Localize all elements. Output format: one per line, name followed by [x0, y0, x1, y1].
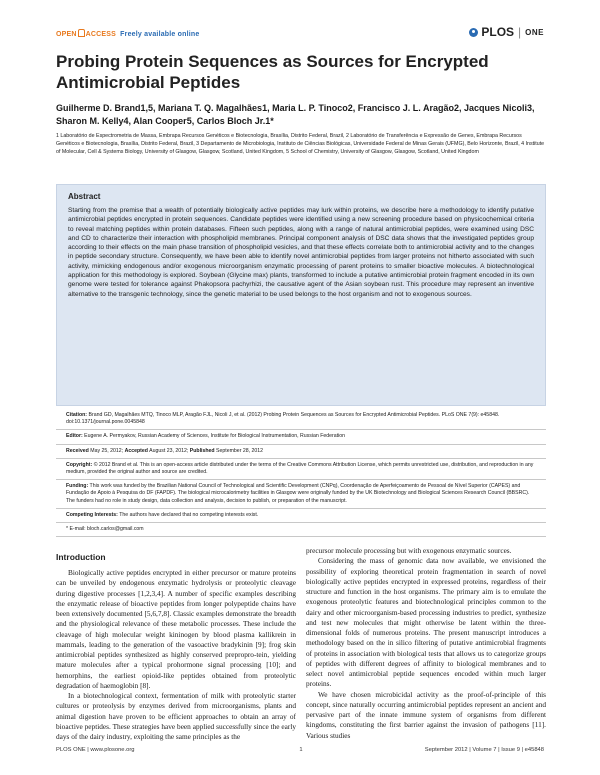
editor-label: Editor:	[66, 433, 83, 440]
author-list: Guilherme D. Brand1,5, Mariana T. Q. Magalhães1, Maria L. P. Tinoco2, Francisco J. L. Aragão2, Jacques Nicoli3, Sharon M. Kelly4, Alan Cooper5, Carlos Bloch Jr.1*	[56, 103, 535, 126]
metadata-panel	[56, 410, 546, 538]
accepted-label: Accepted	[124, 447, 148, 454]
intro-right-column	[306, 546, 546, 741]
meta-divider	[56, 458, 546, 459]
open-access-label: OPEN	[56, 31, 77, 38]
published-label: Published	[189, 447, 215, 454]
affiliations: 1 Laboratório de Espectrometria de Massa, Embrapa Recursos Genéticos e Biotecnologia, Brasília, Distrito Federal, Brazil, 2 Laboratório de Transferência e Expressão de Genes, Embrapa Recursos Genéticos e Biotecnologia, Brasília, Distrito Federal, Brazil, 3 Departamento de Microbiologia, Instituto de Ciências Biológicas, Universidade Federal de Minas Gerais (UFMG), Belo Horizonte, Brazil, 4 Institute of Molecular, Cell & Systems Biology, University of Glasgow, Glasgow, Scotland, United Kingdom, 5 School of Chemistry, University of Glasgow, Glasgow, Scotland, United Kingdom	[56, 133, 545, 155]
page-number: 1	[299, 747, 303, 753]
citation-label: Citation:	[66, 412, 88, 418]
open-lock-icon	[78, 29, 85, 37]
plos-one-logo	[469, 25, 544, 39]
access-label: ACCESS	[85, 31, 117, 38]
meta-divider	[56, 522, 546, 523]
published-date: September 28, 2012	[216, 447, 264, 454]
abstract-text: Starting from the premise that a wealth of potentially biologically active peptides may lurk within proteins, we describe here a methodology to identify putative antimicrobial peptides encrypted in protein sequences. Candidate peptides were identified using a new screening procedure based on physicochemical criteria to reveal matching peptides within protein databases. Fifteen such peptides, along with a range of natural antimicrobial peptides, were examined using DSC and CD to characterize their interaction with phospholipid membranes. Principal component analysis of DSC data shows that the investigated peptides group according to their effects on the main phase transition of phospholipid vesicles, and that these effects correlate both to antimicrobial activity and to the changes in peptide secondary structure. Consequently, we have been able to identify novel antimicrobial peptides from larger proteins not hitherto associated with such activity, mimicking endogenous and/or exogenous microorganism enzymatic processing of parent proteins to smaller bioactive molecules. A biotechnological application for this methodology is explored. Soybean (Glycine max) plants, transformed to include a putative antimicrobial protein fragment encoded in its own genome were tested for tolerance against Phakopsora pachyrhizi, the causative agent of the Asian soybean rust. This procedure may represent an inventive alternative to the transgenic technology, since the genetic material to be used belongs to the host organism and not to exogenous sources.	[68, 207, 534, 298]
funding-text: This work was funded by the Brazilian National Council of Technological and Scientific Development (CNPq), Coordenação de Aperfeiçoamento de Pessoal de Nível Superior (CAPES) and Fundação de Apoio à Pesquisa do DF (FAPDF). The biological microcalorimetry facilities in Glasgow were originally funded by the UK Biotechnology and Biological Sciences Research Council (BBSRC). The funders had no role in study design, data collection and analysis, decision to publish, or preparation of the manuscript.	[66, 483, 530, 504]
intro-paragraph: In a biotechnological context, fermentation of milk with proteolytic starter cultures or proteolysis by enzymes derived from microorganisms, plants and animal digestion have proven to be efficient approaches to obtain an array of bioactive peptides. These strategies have been applied successfully since the early days of the dairy industry, exploiting the same principles as the	[56, 691, 296, 741]
intro-paragraph: Considering the mass of genomic data now available, we envisioned the possibility of exploring theoretical protein fragmentation in search of novel biologically active peptides encrypted in expressed proteins, regardless of their structure and function in the host organisms. The primary aim is to emulate the exogenous proteolytic features and biotechnological principles common to the dairy and other microorganism-based processing industries to predict, synthesize and test new molecules that might otherwise be latent within the three-dimensional folds of numerous proteins. The present manuscript introduces a methodology based on the in silico filtering of putative antimicrobial fragments of proteins in association with biological tests that allows us to categorize groups of peptides with different degrees of affinity to biological membranes and to select novel antimicrobial peptide sequences encoded within much larger proteins.	[306, 556, 546, 689]
editor-text: Eugene A. Permyakov, Russian Academy of Sciences, Institute for Biological Instrumentation, Russian Federation	[84, 433, 346, 440]
journal-name: PLOS	[481, 25, 515, 39]
competing-interests-label: Competing Interests:	[66, 511, 118, 518]
meta-divider	[56, 536, 546, 537]
open-access-logo	[56, 29, 199, 38]
meta-divider	[56, 479, 546, 480]
copyright-label: Copyright:	[66, 461, 93, 468]
footer-journal-link[interactable]: PLOS ONE | www.plosone.org	[56, 747, 135, 753]
abstract-box	[56, 184, 546, 406]
freely-available-label: Freely available online	[120, 31, 200, 38]
received-label: Received	[66, 447, 89, 454]
funding-label: Funding:	[66, 483, 89, 490]
logo-divider: |	[518, 25, 522, 39]
competing-interests-text: The authors have declared that no competing interests exist.	[119, 511, 259, 518]
meta-divider	[56, 444, 546, 445]
intro-paragraph: precursor molecule processing but with exogenous enzymatic sources.	[306, 546, 512, 555]
intro-left-column	[56, 552, 296, 742]
paper-title: Probing Protein Sequences as Sources for Encrypted Antimicrobial Peptides	[56, 52, 489, 92]
corresponding-email[interactable]: * E-mail: bloch.carlos@gmail.com	[66, 526, 144, 533]
copyright-text: © 2012 Brand et al. This is an open-access article distributed under the terms of the Creative Commons Attribution License, which permits unrestricted use, distribution, and reproduction in any medium, provided the original author and source are credited.	[66, 461, 534, 476]
journal-header	[56, 25, 544, 43]
meta-divider	[56, 508, 546, 509]
accepted-date: August 23, 2012;	[149, 447, 189, 454]
intro-paragraph: We have chosen microbicidal activity as the proof-of-principle of this concept, since naturally occurring antimicrobial peptides represent an ancient and pervasive part of the innate immune system of organisms from different kingdoms, constituting the first barrier against the invasion of pathogens [11]. Various studies	[306, 689, 546, 740]
intro-paragraph: Biologically active peptides encrypted in either precursor or mature proteins can be unveiled by endogenous enzymatic hydrolysis or proteolytic cleavage during digestive processes [1,2,3,4]. A number of specific examples describing the enzymatic release of bioactive peptides from longer polypeptide chains have been extensively documented [5,6,7,8]. Classic examples demonstrate the breadth and the physiological relevance of these metabolic processes. These include the cleavage of high molecular weight kininogen by blood plasma kallikrein in mammals, leading to the generation of the vasoactive bradykinin [9]; frog skin antimicrobial peptides synthesized as highly conserved prepropro-tein, yielding mature molecules after a typical prohormone signal processing [10]; and hemorphins, the earliest opioid-like peptides obtained from proteolytic degradation of haemoglobin [8].	[56, 568, 296, 690]
meta-divider	[56, 429, 546, 430]
received-date: May 25, 2012;	[90, 447, 124, 454]
plos-mark-icon	[469, 28, 478, 37]
citation-text: Brand GD, Magalhães MTQ, Tinoco MLP, Aragão FJL, Nicoli J, et al. (2012) Probing Protein Sequences as Sources for Encrypted Antimicrobial Peptides. PLoS ONE 7(9): e45848. doi:10.1371/journal.pone.0045848	[66, 412, 500, 426]
intro-heading: Introduction	[56, 552, 106, 562]
abstract-heading: Abstract	[68, 192, 101, 201]
footer-issue-info: September 2012 | Volume 7 | Issue 9 | e45848	[424, 747, 544, 753]
journal-sub: ONE	[525, 27, 544, 37]
